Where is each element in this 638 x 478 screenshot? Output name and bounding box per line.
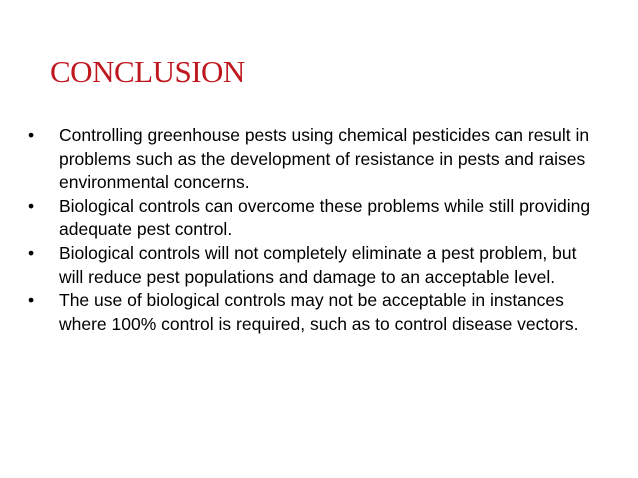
bullet-text: The use of biological controls may not be acceptable in instances where 100% control is required, such as to control disease vectors. bbox=[59, 290, 579, 334]
bullet-icon: • bbox=[28, 125, 35, 145]
bullet-list bbox=[28, 124, 598, 336]
bullet-icon: • bbox=[28, 242, 35, 263]
bullet-text: Biological controls can overcome these problems while still providing adequate pest control. bbox=[59, 195, 591, 240]
bullet-icon: • bbox=[28, 290, 35, 311]
bullet-item bbox=[28, 242, 598, 289]
bullet-text: Biological controls will not completely eliminate a pest problem, but will reduce pest populations and damage to an acceptable level. bbox=[59, 242, 577, 287]
bullet-text: Controlling greenhouse pests using chemical pesticides can result in problems such as the development of resistance in pests and raises environmental concerns. bbox=[59, 125, 590, 193]
bullet-item bbox=[28, 124, 598, 195]
bullet-item bbox=[28, 195, 598, 242]
bullet-icon: • bbox=[28, 195, 35, 216]
bullet-item bbox=[28, 289, 598, 336]
slide-title: CONCLUSION bbox=[50, 54, 245, 89]
